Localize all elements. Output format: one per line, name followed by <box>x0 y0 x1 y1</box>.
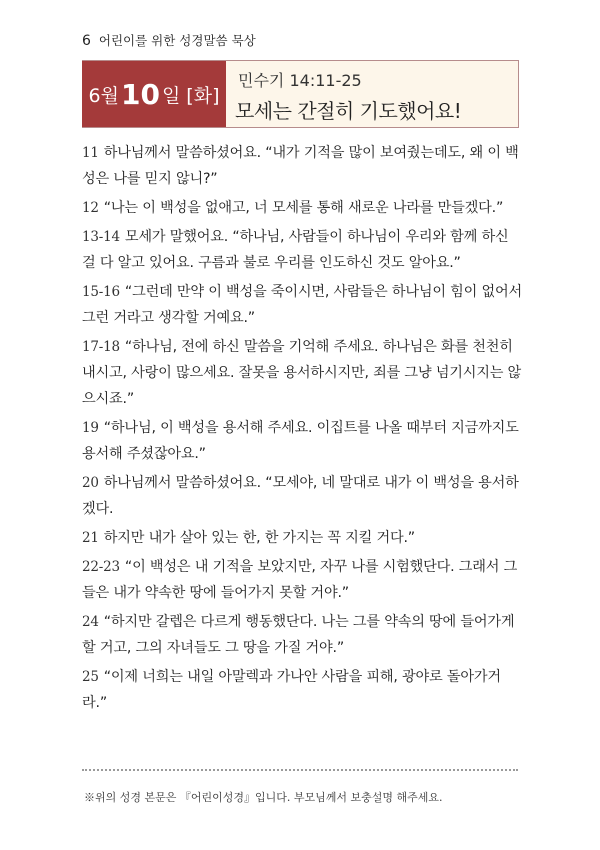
dotted-divider <box>82 769 518 771</box>
date-day-suffix: 일 <box>161 84 181 107</box>
verse-item <box>82 525 522 551</box>
date-box <box>82 61 226 127</box>
verse-item <box>82 664 522 716</box>
scripture-reference: 민수기 14:11-25 <box>238 71 362 90</box>
verse-item <box>82 334 522 412</box>
date-month: 6월 <box>88 84 119 107</box>
verse-number: 25 <box>82 669 99 685</box>
running-head <box>82 31 256 49</box>
verse-text: “이 백성은 내 기적을 보았지만, 자꾸 나를 시험했단다. 그래서 그들은 내가 약속한 땅에 들어가지 못할 거야.” <box>82 559 518 601</box>
verse-text: 하지만 내가 살아 있는 한, 한 가지는 꼭 지킬 거다.” <box>103 530 415 546</box>
date-day: 10 <box>120 77 160 111</box>
verse-number: 11 <box>82 145 99 161</box>
verse-number: 24 <box>82 614 99 630</box>
verse-list <box>82 140 522 719</box>
page-number: 6 <box>82 33 91 49</box>
verse-number: 20 <box>82 475 99 491</box>
verse-item <box>82 279 522 331</box>
verse-item <box>82 140 522 192</box>
verse-number: 21 <box>82 530 99 546</box>
footnote: ※위의 성경 본문은 『어린이성경』입니다. 부모님께서 보충설명 해주세요. <box>84 791 443 804</box>
verse-item <box>82 554 522 606</box>
verse-item <box>82 224 522 276</box>
verse-number: 22-23 <box>82 559 120 575</box>
verse-text: “이제 너희는 내일 아말렉과 가나안 사람을 피해, 광야로 돌아가거라.” <box>82 669 501 711</box>
verse-number: 13-14 <box>82 229 120 245</box>
verse-item <box>82 609 522 661</box>
page-title: 모세는 간절히 기도했어요! <box>235 99 462 123</box>
verse-text: “나는 이 백성을 없애고, 너 모세를 통해 새로운 나라를 만들겠다.” <box>103 200 504 216</box>
verse-number: 19 <box>82 420 99 436</box>
verse-item <box>82 470 522 522</box>
verse-text: “하지만 갈렙은 다르게 행동했단다. 나는 그를 약속의 땅에 들어가게 할 거고, 그의 자녀들도 그 땅을 가질 거야.” <box>82 614 515 656</box>
verse-item <box>82 415 522 467</box>
verse-text: 모세가 말했어요. “하나님, 사람들이 하나님이 우리와 함께 하신 걸 다 알고 있어요. 구름과 불로 우리를 인도하신 것도 알아요.” <box>82 229 509 271</box>
verse-number: 12 <box>82 200 99 216</box>
verse-text: “하나님, 전에 하신 말씀을 기억해 주세요. 하나님은 화를 천천히 내시고, 사랑이 많으세요. 잘못을 용서하시지만, 죄를 그냥 넘기시지는 않으시죠.” <box>82 339 522 407</box>
date-weekday: [화] <box>186 84 220 107</box>
verse-text: “그런데 만약 이 백성을 죽이시면, 사람들은 하나님이 힘이 없어서 그런 거라고 생각할 거예요.” <box>82 284 522 326</box>
verse-item <box>82 195 522 221</box>
verse-text: 하나님께서 말씀하셨어요. “모세야, 네 말대로 내가 이 백성을 용서하겠다. <box>82 475 519 517</box>
verse-number: 15-16 <box>82 284 120 300</box>
verse-number: 17-18 <box>82 339 120 355</box>
verse-text: 하나님께서 말씀하셨어요. “내가 기적을 많이 보여줬는데도, 왜 이 백성은 나를 믿지 않니?” <box>82 145 519 187</box>
devotion-header <box>82 60 519 128</box>
verse-text: “하나님, 이 백성을 용서해 주세요. 이집트를 나올 때부터 지금까지도 용서해 주셨잖아요.” <box>82 420 519 462</box>
book-title: 어린이를 위한 성경말씀 묵상 <box>98 33 256 48</box>
